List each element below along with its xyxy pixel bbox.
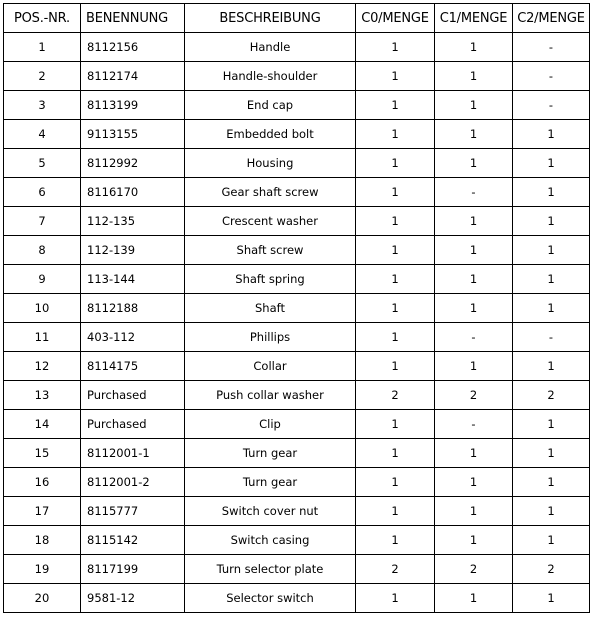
table-row — [4, 410, 590, 439]
cell-c1-menge: - — [435, 410, 513, 439]
cell-c2-menge: 1 — [513, 265, 590, 294]
cell-c0-menge: 1 — [356, 439, 435, 468]
cell-beschreibung: Handle — [185, 33, 356, 62]
table-row — [4, 352, 590, 381]
cell-c2-menge: 1 — [513, 526, 590, 555]
cell-c2-menge: 1 — [513, 439, 590, 468]
cell-beschreibung: Crescent washer — [185, 207, 356, 236]
cell-beschreibung: Switch casing — [185, 526, 356, 555]
cell-pos: 10 — [4, 294, 81, 323]
cell-c1-menge: 1 — [435, 120, 513, 149]
cell-beschreibung: End cap — [185, 91, 356, 120]
header-c2-menge: C2/MENGE — [513, 4, 590, 33]
cell-c0-menge: 1 — [356, 323, 435, 352]
cell-benennung: 8112001-1 — [81, 439, 185, 468]
header-pos: POS.-NR. — [4, 4, 81, 33]
cell-pos: 4 — [4, 120, 81, 149]
table-row — [4, 555, 590, 584]
header-row — [4, 4, 590, 33]
table-row — [4, 468, 590, 497]
table-row — [4, 323, 590, 352]
cell-pos: 17 — [4, 497, 81, 526]
table-row — [4, 584, 590, 613]
cell-c0-menge: 2 — [356, 381, 435, 410]
cell-c0-menge: 1 — [356, 236, 435, 265]
cell-pos: 19 — [4, 555, 81, 584]
cell-beschreibung: Turn selector plate — [185, 555, 356, 584]
cell-c0-menge: 1 — [356, 468, 435, 497]
cell-c2-menge: - — [513, 62, 590, 91]
cell-c1-menge: - — [435, 178, 513, 207]
cell-pos: 9 — [4, 265, 81, 294]
cell-c1-menge: 1 — [435, 265, 513, 294]
cell-benennung: 8113199 — [81, 91, 185, 120]
header-benennung: BENENNUNG — [81, 4, 185, 33]
cell-c0-menge: 1 — [356, 526, 435, 555]
cell-c2-menge: 1 — [513, 410, 590, 439]
cell-benennung: 9581-12 — [81, 584, 185, 613]
cell-pos: 8 — [4, 236, 81, 265]
cell-c0-menge: 1 — [356, 497, 435, 526]
cell-c2-menge: 1 — [513, 236, 590, 265]
cell-c1-menge: 1 — [435, 236, 513, 265]
cell-pos: 1 — [4, 33, 81, 62]
table-header — [4, 4, 590, 33]
cell-beschreibung: Embedded bolt — [185, 120, 356, 149]
table-row — [4, 294, 590, 323]
cell-beschreibung: Switch cover nut — [185, 497, 356, 526]
table-row — [4, 120, 590, 149]
table-row — [4, 526, 590, 555]
table-row — [4, 439, 590, 468]
cell-benennung: 8112156 — [81, 33, 185, 62]
cell-pos: 18 — [4, 526, 81, 555]
table-row — [4, 381, 590, 410]
cell-c2-menge: 1 — [513, 149, 590, 178]
cell-c2-menge: - — [513, 33, 590, 62]
cell-pos: 16 — [4, 468, 81, 497]
cell-pos: 14 — [4, 410, 81, 439]
cell-beschreibung: Phillips — [185, 323, 356, 352]
cell-c2-menge: 1 — [513, 120, 590, 149]
cell-benennung: Purchased — [81, 410, 185, 439]
cell-c2-menge: 1 — [513, 294, 590, 323]
cell-c1-menge: 1 — [435, 352, 513, 381]
cell-pos: 3 — [4, 91, 81, 120]
cell-pos: 12 — [4, 352, 81, 381]
cell-benennung: 112-135 — [81, 207, 185, 236]
cell-c1-menge: 1 — [435, 294, 513, 323]
table-body — [4, 33, 590, 613]
cell-c0-menge: 1 — [356, 178, 435, 207]
cell-beschreibung: Push collar washer — [185, 381, 356, 410]
cell-benennung: 8112188 — [81, 294, 185, 323]
cell-c1-menge: 1 — [435, 584, 513, 613]
cell-pos: 15 — [4, 439, 81, 468]
cell-c0-menge: 1 — [356, 33, 435, 62]
cell-pos: 11 — [4, 323, 81, 352]
cell-beschreibung: Shaft spring — [185, 265, 356, 294]
cell-beschreibung: Shaft — [185, 294, 356, 323]
cell-c1-menge: 1 — [435, 497, 513, 526]
cell-pos: 5 — [4, 149, 81, 178]
cell-c2-menge: - — [513, 91, 590, 120]
parts-list-table — [3, 3, 590, 613]
cell-c1-menge: 1 — [435, 91, 513, 120]
cell-c1-menge: 2 — [435, 381, 513, 410]
cell-benennung: 8115777 — [81, 497, 185, 526]
cell-c2-menge: 2 — [513, 381, 590, 410]
cell-benennung: 113-144 — [81, 265, 185, 294]
cell-c2-menge: 1 — [513, 352, 590, 381]
cell-c2-menge: 1 — [513, 584, 590, 613]
header-c1-menge: C1/MENGE — [435, 4, 513, 33]
cell-benennung: 9113155 — [81, 120, 185, 149]
table-row — [4, 207, 590, 236]
table-row — [4, 62, 590, 91]
table-row — [4, 149, 590, 178]
cell-benennung: 8117199 — [81, 555, 185, 584]
cell-pos: 20 — [4, 584, 81, 613]
cell-beschreibung: Turn gear — [185, 439, 356, 468]
cell-pos: 13 — [4, 381, 81, 410]
cell-pos: 2 — [4, 62, 81, 91]
cell-c0-menge: 1 — [356, 207, 435, 236]
cell-beschreibung: Turn gear — [185, 468, 356, 497]
table-row — [4, 178, 590, 207]
cell-c0-menge: 1 — [356, 352, 435, 381]
cell-beschreibung: Collar — [185, 352, 356, 381]
cell-c0-menge: 1 — [356, 294, 435, 323]
cell-benennung: Purchased — [81, 381, 185, 410]
header-beschreibung: BESCHREIBUNG — [185, 4, 356, 33]
cell-c2-menge: 2 — [513, 555, 590, 584]
cell-c1-menge: 1 — [435, 439, 513, 468]
cell-c2-menge: 1 — [513, 468, 590, 497]
table-row — [4, 497, 590, 526]
cell-beschreibung: Gear shaft screw — [185, 178, 356, 207]
cell-c1-menge: 1 — [435, 33, 513, 62]
cell-beschreibung: Selector switch — [185, 584, 356, 613]
cell-c0-menge: 1 — [356, 265, 435, 294]
cell-beschreibung: Clip — [185, 410, 356, 439]
cell-benennung: 403-112 — [81, 323, 185, 352]
cell-c0-menge: 2 — [356, 555, 435, 584]
cell-c0-menge: 1 — [356, 410, 435, 439]
cell-c2-menge: 1 — [513, 497, 590, 526]
cell-benennung: 8114175 — [81, 352, 185, 381]
cell-beschreibung: Handle-shoulder — [185, 62, 356, 91]
cell-c0-menge: 1 — [356, 149, 435, 178]
cell-benennung: 8112001-2 — [81, 468, 185, 497]
cell-c2-menge: 1 — [513, 178, 590, 207]
cell-c2-menge: - — [513, 323, 590, 352]
table-row — [4, 33, 590, 62]
cell-benennung: 8112174 — [81, 62, 185, 91]
cell-benennung: 8112992 — [81, 149, 185, 178]
cell-c1-menge: 1 — [435, 62, 513, 91]
cell-c2-menge: 1 — [513, 207, 590, 236]
table-row — [4, 265, 590, 294]
cell-c1-menge: 1 — [435, 207, 513, 236]
cell-beschreibung: Housing — [185, 149, 356, 178]
cell-benennung: 112-139 — [81, 236, 185, 265]
cell-c1-menge: 1 — [435, 468, 513, 497]
cell-c0-menge: 1 — [356, 120, 435, 149]
cell-c0-menge: 1 — [356, 91, 435, 120]
cell-c1-menge: 1 — [435, 526, 513, 555]
table-row — [4, 91, 590, 120]
cell-c1-menge: 2 — [435, 555, 513, 584]
cell-c1-menge: - — [435, 323, 513, 352]
cell-pos: 6 — [4, 178, 81, 207]
cell-beschreibung: Shaft screw — [185, 236, 356, 265]
cell-benennung: 8116170 — [81, 178, 185, 207]
cell-c1-menge: 1 — [435, 149, 513, 178]
cell-c0-menge: 1 — [356, 62, 435, 91]
table-row — [4, 236, 590, 265]
cell-pos: 7 — [4, 207, 81, 236]
cell-benennung: 8115142 — [81, 526, 185, 555]
header-c0-menge: C0/MENGE — [356, 4, 435, 33]
cell-c0-menge: 1 — [356, 584, 435, 613]
